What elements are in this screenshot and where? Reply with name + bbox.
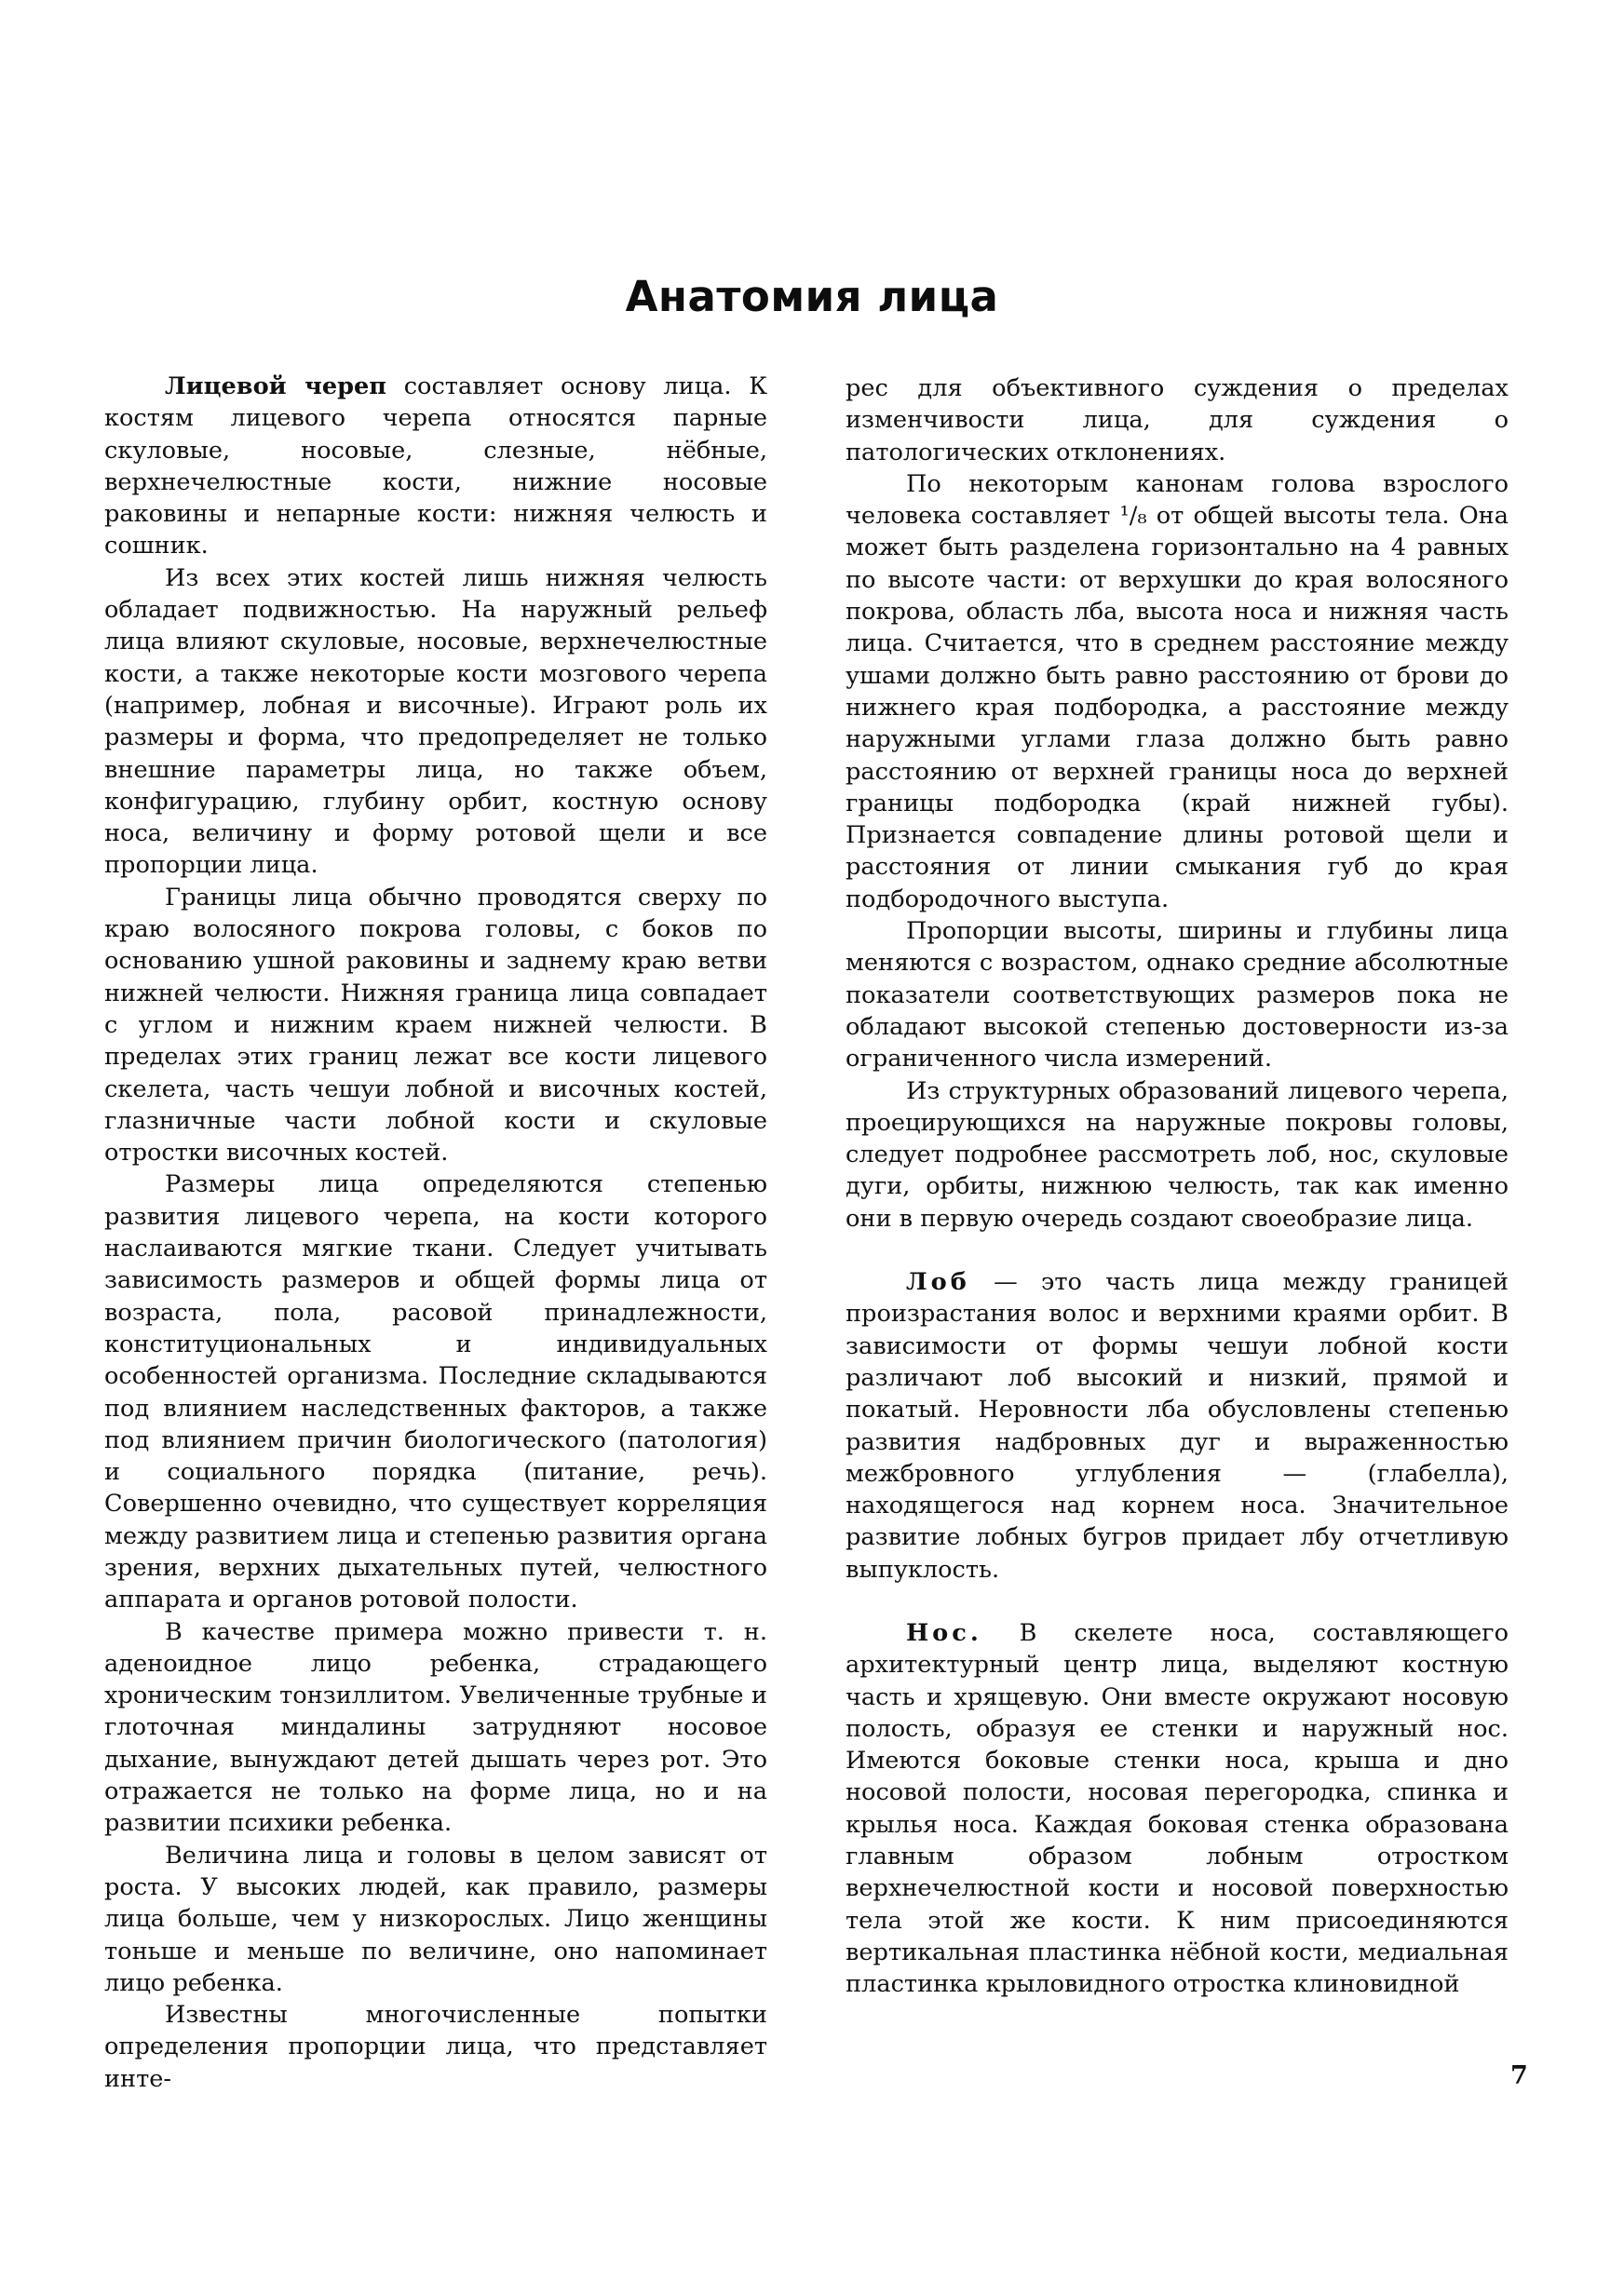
section-heading-nose: Нос. — [906, 1618, 982, 1647]
paragraph-text: В скелете носа, составляющего архитектурный центр лица, выделяют костную часть и хрящевую. Они вместе окружают носовую полость, образуя ее стенки и наружный нос. Имеются боковые стенки носа, крыша и дно носовой полости, носовая перегородка, спинка и крылья носа. Каждая боковая стенка образована главным образом лобным отростком верхнечелюстной кости и носовой поверхностью тела этой же кости. К ним присоединяются вертикальная пластинка нёбной кости, медиальная пластинка крыловидного отростка клиновидной — [846, 1618, 1509, 1999]
paragraph-canons — [846, 468, 1509, 915]
paragraph-text: составляет основу лица. К костям лицевого черепа относятся парные скуловые, носовые, слезные, нёбные, верхнечелюстные кости, нижние носовые раковины и непарные кости: нижняя челюсть и сошник. — [104, 372, 768, 560]
paragraph-adenoid-face: В качестве примера можно привести т. н. аденоидное лицо ребенка, страдающего хроническим тонзиллитом. Увеличенные трубные и глоточная миндалины затрудняют носовое дыхание, вынуждают детей дышать через рот. Это отражается не только на форме лица, но и на развитии психики ребенка. — [104, 1617, 767, 1838]
paragraph-text: По некоторым канонам голова взрослого человека составляет — [846, 469, 1509, 531]
paragraph-mobility: Из всех этих костей лишь нижняя челюсть обладает подвижностью. На наружный рельеф лица влияют скуловые, носовые, верхнечелюстные кости, а также некоторые кости мозгового черепа (например, лобная и височные). Играют роль их размеры и форма, что предопределяет не только внешние параметры лица, но также объем, конфигурацию, глубину орбит, костную основу носа, величину и форму ротовой щели и все пропорции лица. — [104, 563, 767, 880]
paragraph-proportions-attempts: Известны многочисленные попытки определения пропорции лица, что представляет инте- — [104, 2001, 767, 2093]
paragraph-growth: Величина лица и головы в целом зависят от роста. У высоких людей, как правило, размеры лица больше, чем у низкорослых. Лицо женщины тоньше и меньше по величине, оно напоминает лицо ребенка. — [104, 1841, 767, 1997]
paragraph-structures: Из структурных образований лицевого черепа, проецирующихся на наружные покровы головы, следует подробнее рассмотреть лоб, нос, скуловые дуги, орбиты, нижнюю челюсть, так как именно они в первую очередь создают своеобразие лица. — [846, 1076, 1509, 1233]
paragraph-face-borders: Границы лица обычно проводятся сверху по краю волосяного покрова головы, с боков по основанию ушной раковины и заднему краю ветви нижней челюсти. Нижняя граница лица совпадает с углом и нижним краем нижней челюсти. В пределах этих границ лежат все кости лицевого скелета, часть чешуи лобной и височных костей, глазничные части лобной кости и скуловые отростки височных костей. — [104, 883, 767, 1168]
right-column — [846, 372, 1509, 2001]
paragraph-continuation: рес для объективного суждения о пределах изменчивости лица, для суждения о патологических отклонениях. — [846, 374, 1509, 466]
section-nose — [846, 1617, 1509, 2001]
paragraph-facial-skull — [104, 371, 767, 562]
paragraph-age-proportions: Пропорции высоты, ширины и глубины лица меняются с возрастом, однако средние абсолютные показатели соответствующих размеров пока не обладают высокой степенью достоверности из-за ограниченного числа измерений. — [846, 917, 1509, 1074]
paragraph-text: — это часть лица между границей произрастания волос и верхними краями орбит. В зависимости от формы чешуи лобной кости различают лоб высокий и низкий, прямой и покатый. Неровности лба обусловлены степенью развития надбровных дуг и выраженностью межбровного углубления — (глабелла), находящегося над корнем носа. Значительное развитие лобных бугров придает лбу отчетливую выпуклость. — [846, 1268, 1509, 1584]
lead-term-facial-skull: Лицевой череп — [165, 372, 387, 400]
section-heading-forehead: Лоб — [906, 1268, 970, 1297]
paragraph-face-size: Размеры лица определяются степенью развития лицевого черепа, на кости которого наслаиваются мягкие ткани. Следует учитывать зависимость размеров и общей формы лица от возраста, пола, расовой принадлежности, конституциональных и индивидуальных особенностей организма. Последние складываются под влиянием наследственных факторов, а также под влиянием причин биологического (патология) и социального порядка (питание, речь). Совершенно очевидно, что существует корреляция между развитием лица и степенью развития органа зрения, верхних дыхательных путей, челюстного аппарата и органов ротовой полости. — [104, 1170, 767, 1614]
page-title: Анатомия лица — [625, 272, 999, 322]
page-number: 7 — [1510, 2061, 1528, 2090]
left-column — [104, 371, 767, 2095]
section-forehead — [846, 1266, 1509, 1586]
paragraph-text: от общей высоты тела. Она может быть разделена горизонтально на 4 равных по высоте части: от верхушки до края волосяного покрова, область лба, высота носа и нижняя часть лица. Считается, что в среднем расстояние между ушами должно быть равно расстоянию от брови до нижнего края подбородка, а расстояние между наружными углами глаза должно быть равно расстоянию от верхней границы носа до верхней границы подбородка (край нижней губы). Признается совпадение длины ротовой щели и расстояния от линии смыкания губ до края подбородочного выступа. — [846, 502, 1509, 913]
fraction-one-eighth: ¹/₈ — [1119, 502, 1147, 531]
